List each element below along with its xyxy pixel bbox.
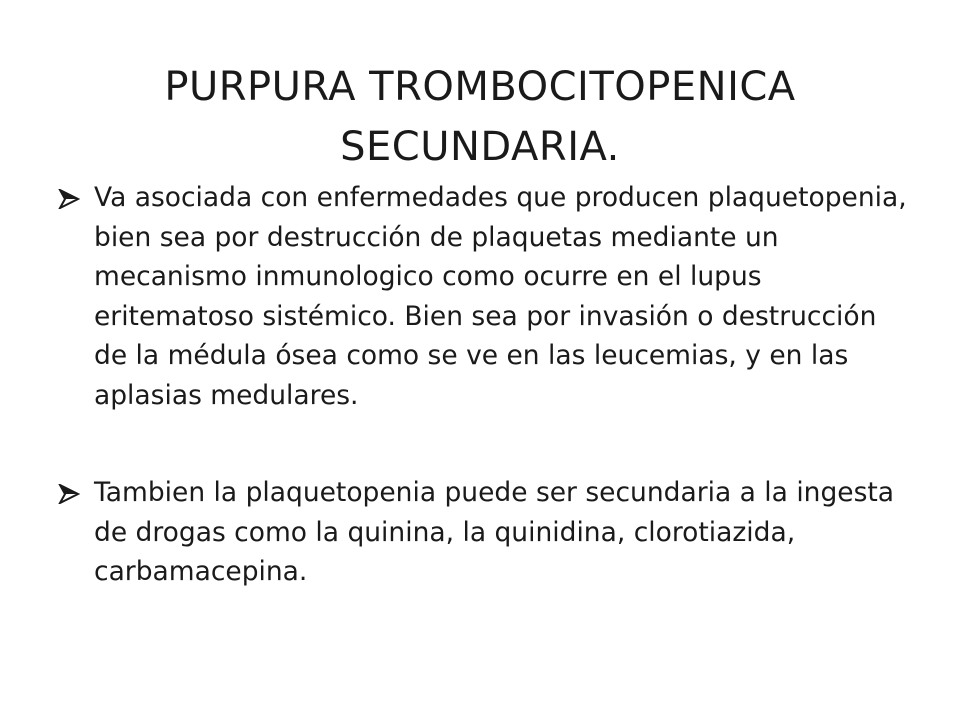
bullet-list xyxy=(58,178,908,592)
slide-title xyxy=(40,57,920,177)
bullet-item xyxy=(58,178,908,415)
bullet-item xyxy=(58,473,908,592)
slide-title-line-2: SECUNDARIA. xyxy=(340,123,620,170)
arrow-bullet-icon xyxy=(58,484,80,504)
slide-title-line-1: PURPURA TROMBOCITOPENICA xyxy=(164,63,796,110)
arrow-bullet-icon xyxy=(58,189,80,209)
bullet-text: Tambien la plaquetopenia puede ser secundaria a la ingesta de drogas como la quinina, la quinidina, clorotiazida, carbamacepina. xyxy=(94,477,895,587)
bullet-text: Va asociada con enfermedades que producen plaquetopenia, bien sea por destrucción de plaquetas mediante un mecanismo inmunologico como ocurre en el lupus eritematoso sistémico. Bien sea por invasión o destrucción de la médula ósea como se ve en las leucemias, y en las aplasias medulares. xyxy=(94,182,907,411)
